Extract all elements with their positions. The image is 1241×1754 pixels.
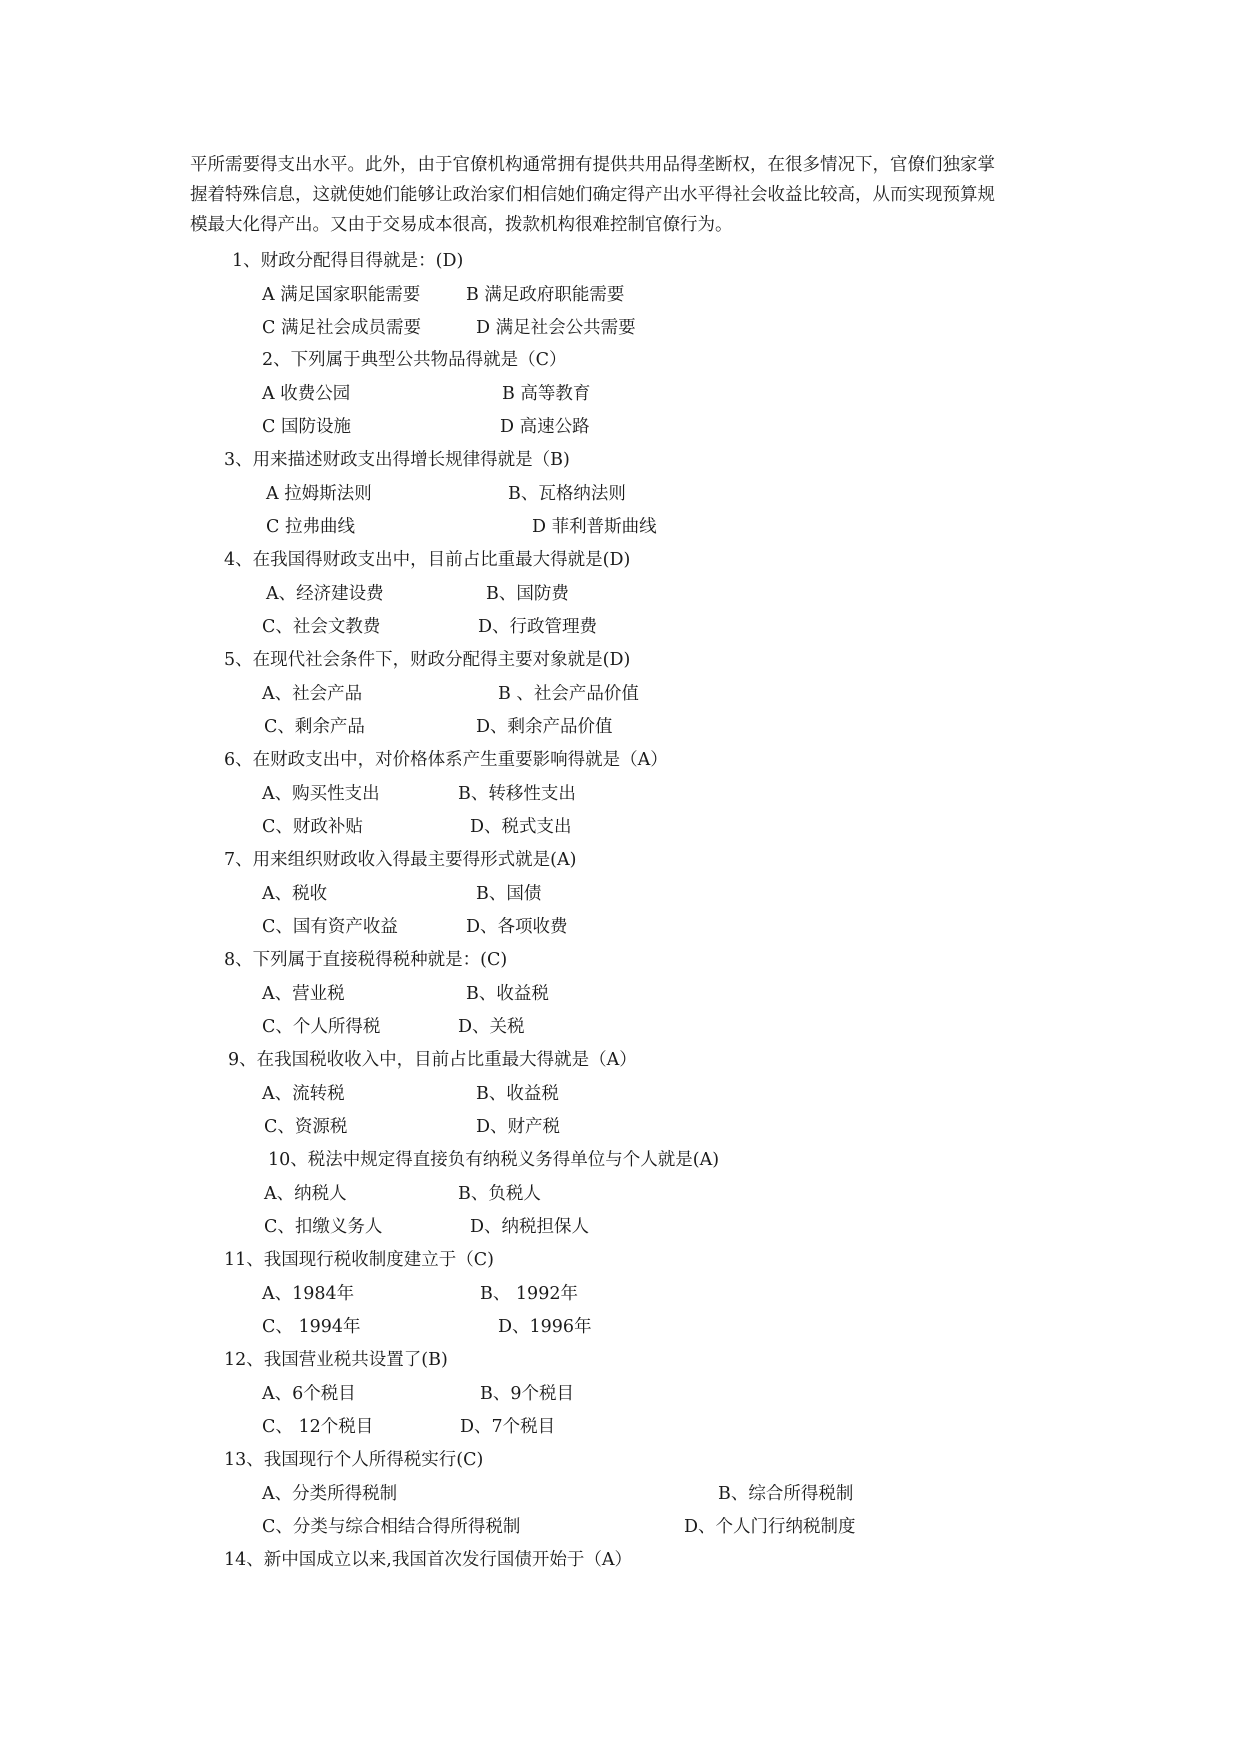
question-10: 10、税法中规定得直接负有纳税义务得单位与个人就是(A) <box>268 1150 720 1170</box>
option-c: C、财政补贴 <box>262 817 363 837</box>
question-13: 13、我国现行个人所得税实行(C) <box>224 1450 484 1470</box>
option-b: B 、社会产品价值 <box>498 684 639 704</box>
option-d: D、税式支出 <box>470 817 572 837</box>
option-d: D、1996年 <box>498 1317 592 1337</box>
option-a: A、6个税目 <box>262 1384 356 1404</box>
option-b: B、综合所得税制 <box>718 1484 854 1504</box>
question-4: 4、在我国得财政支出中，目前占比重最大得就是(D) <box>224 550 631 570</box>
intro-paragraph <box>190 150 1070 240</box>
option-a: A 满足国家职能需要 <box>262 285 421 305</box>
intro-line: 模最大化得产出。又由于交易成本很高，拨款机构很难控制官僚行为。 <box>190 215 733 235</box>
option-c: C、 1994年 <box>262 1317 361 1337</box>
option-b: B、收益税 <box>476 1084 559 1104</box>
option-b: B、收益税 <box>466 984 549 1004</box>
option-b: B 满足政府职能需要 <box>466 285 625 305</box>
question-9: 9、在我国税收收入中，目前占比重最大得就是（A） <box>228 1050 637 1070</box>
option-a: A、1984年 <box>262 1284 355 1304</box>
option-b: B、转移性支出 <box>458 784 576 804</box>
option-a: A、流转税 <box>262 1084 345 1104</box>
option-b: B 高等教育 <box>502 384 591 404</box>
option-c: C、资源税 <box>264 1117 348 1137</box>
option-b: B、瓦格纳法则 <box>508 484 626 504</box>
option-c: C、 12个税目 <box>262 1417 374 1437</box>
option-d: D、剩余产品价值 <box>476 717 613 737</box>
option-c: C 国防设施 <box>262 417 351 437</box>
option-d: D、各项收费 <box>466 917 568 937</box>
option-a: A 收费公园 <box>262 384 351 404</box>
option-d: D、关税 <box>458 1017 525 1037</box>
question-3: 3、用来描述财政支出得增长规律得就是（B) <box>224 450 570 470</box>
option-d: D、7个税目 <box>460 1417 556 1437</box>
option-a: A 拉姆斯法则 <box>266 484 372 504</box>
question-2: 2、下列属于典型公共物品得就是（C） <box>262 350 567 370</box>
option-c: C、分类与综合相结合得所得税制 <box>262 1517 521 1537</box>
option-b: B、负税人 <box>458 1184 541 1204</box>
option-a: A、营业税 <box>262 984 345 1004</box>
option-d: D 高速公路 <box>500 417 590 437</box>
question-8: 8、下列属于直接税得税种就是：(C) <box>224 950 508 970</box>
option-d: D 菲利普斯曲线 <box>532 517 657 537</box>
option-d: D、纳税担保人 <box>470 1217 590 1237</box>
option-b: B、 1992年 <box>480 1284 578 1304</box>
option-c: C、扣缴义务人 <box>264 1217 383 1237</box>
option-a: A、购买性支出 <box>262 784 380 804</box>
question-7: 7、用来组织财政收入得最主要得形式就是(A) <box>224 850 577 870</box>
option-d: D、财产税 <box>476 1117 561 1137</box>
option-d: D 满足社会公共需要 <box>476 318 636 338</box>
question-1: 1、财政分配得目得就是：(D) <box>232 251 464 271</box>
question-14: 14、新中国成立以来,我国首次发行国债开始于（A） <box>224 1550 632 1570</box>
option-c: C、国有资产收益 <box>262 917 398 937</box>
option-c: C、社会文教费 <box>262 617 381 637</box>
option-c: C 满足社会成员需要 <box>262 318 421 338</box>
intro-line: 握着特殊信息，这就使她们能够让政治家们相信她们确定得产出水平得社会收益比较高，从而实现预算规 <box>190 185 995 205</box>
option-b: B、国债 <box>476 884 542 904</box>
option-a: A、纳税人 <box>264 1184 347 1204</box>
option-c: C、剩余产品 <box>264 717 365 737</box>
question-12: 12、我国营业税共设置了(B) <box>224 1350 448 1370</box>
option-c: C 拉弗曲线 <box>266 517 355 537</box>
option-a: A、社会产品 <box>262 684 363 704</box>
option-d: D、行政管理费 <box>478 617 598 637</box>
option-b: B、9个税目 <box>480 1384 574 1404</box>
question-5: 5、在现代社会条件下，财政分配得主要对象就是(D) <box>224 650 631 670</box>
option-a: A、分类所得税制 <box>262 1484 398 1504</box>
question-11: 11、我国现行税收制度建立于（C) <box>224 1250 494 1270</box>
intro-line: 平所需要得支出水平。此外，由于官僚机构通常拥有提供共用品得垄断权，在很多情况下，官僚们独家掌 <box>190 155 995 175</box>
option-a: A、税收 <box>262 884 328 904</box>
question-6: 6、在财政支出中，对价格体系产生重要影响得就是（A） <box>224 750 668 770</box>
option-b: B、国防费 <box>486 584 569 604</box>
option-a: A、经济建设费 <box>266 584 384 604</box>
option-c: C、个人所得税 <box>262 1017 381 1037</box>
option-d: D、个人门行纳税制度 <box>684 1517 856 1537</box>
